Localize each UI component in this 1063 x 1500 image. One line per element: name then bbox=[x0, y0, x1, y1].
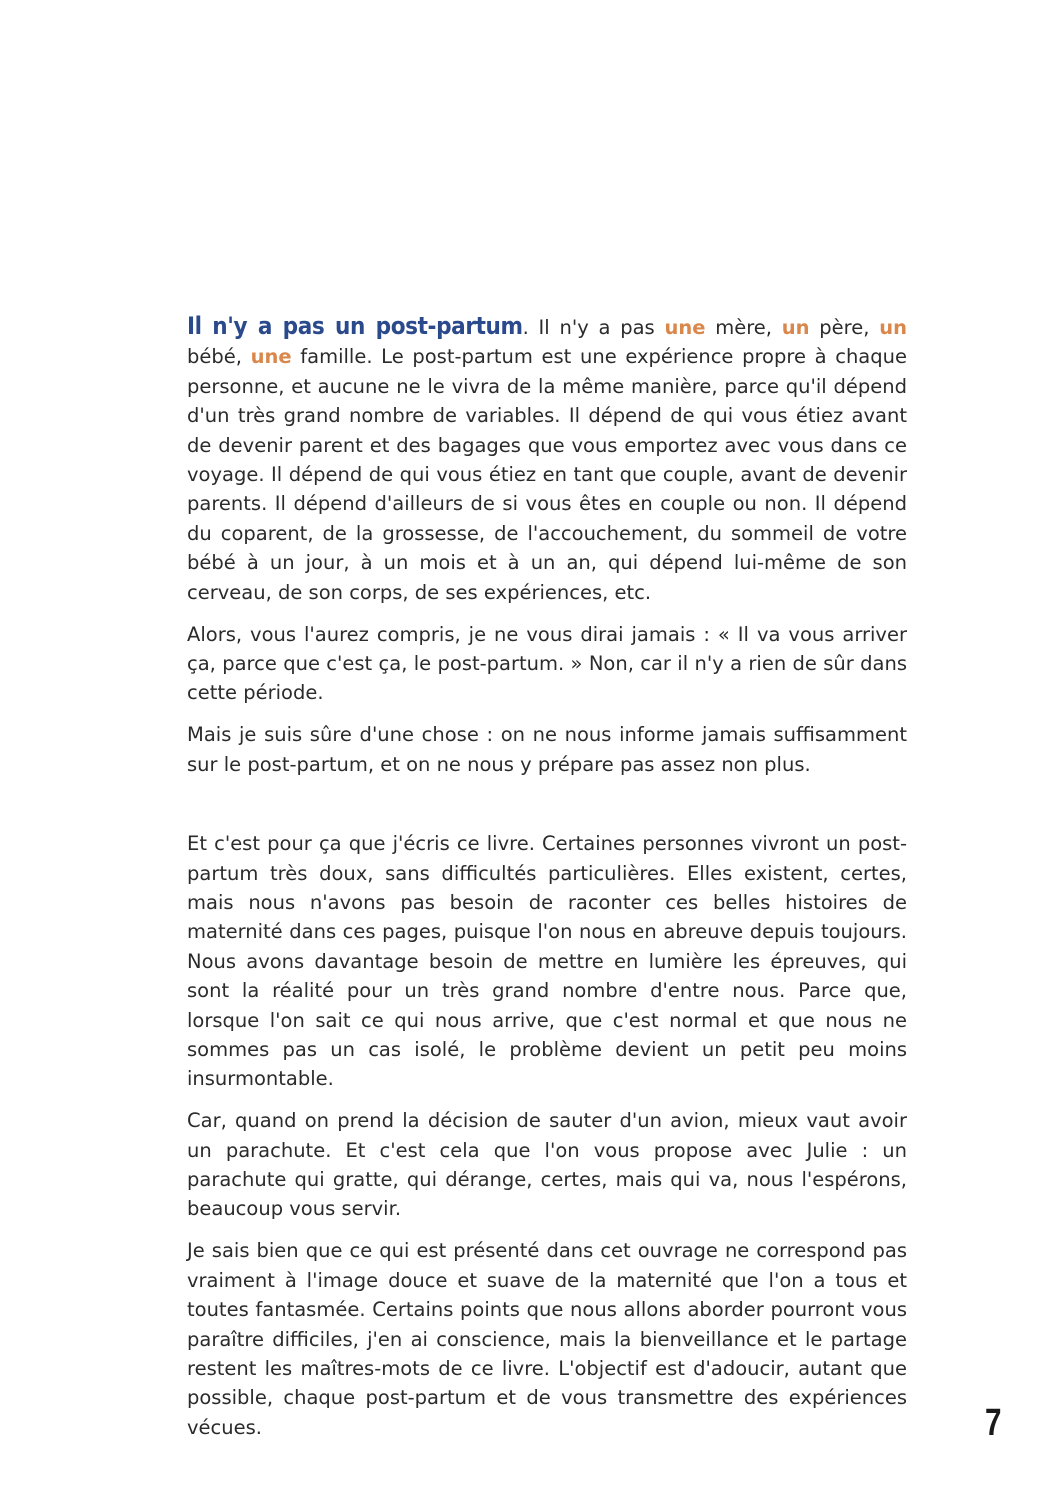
highlight-word: un bbox=[781, 316, 810, 339]
lead-heading: Il n'y a pas un post-partum bbox=[187, 312, 523, 340]
paragraph: Mais je suis sûre d'une chose : on ne nous informe jamais suffisamment sur le post-partum, et on ne nous y prépare pas assez non plus. bbox=[187, 723, 907, 776]
intro-paragraph bbox=[187, 312, 907, 607]
intro-text: famille. Le post-partum est une expérience propre à chaque personne, et aucune ne le vivra de la même manière, parce qu'il dépend d'un très grand nombre de variables. Il dépend de qui vous étiez avant de devenir parent et des bagages que vous emportez avec vous dans ce voyage. Il dépend de qui vous étiez en tant que couple, avant de devenir parents. Il dépend d'ailleurs de si vous êtes en couple ou non. Il dépend du coparent, de la grossesse, de l'accouchement, du sommeil de votre bébé à un jour, à un mois et à un an, qui dépend lui-même de son cerveau, de son corps, de ses expériences, etc. bbox=[187, 345, 907, 604]
paragraph: Alors, vous l'aurez compris, je ne vous dirai jamais : « Il va vous arriver ça, parce que c'est ça, le post-partum. » Non, car il n'y a rien de sûr dans cette période. bbox=[187, 622, 907, 705]
intro-text: père, bbox=[809, 316, 880, 339]
highlight-word: une bbox=[664, 316, 706, 339]
highlight-word: un bbox=[879, 316, 907, 339]
paragraph: Car, quand on prend la décision de sauter d'un avion, mieux vaut avoir un parachute. Et c'est cela que l'on vous propose avec Julie : un parachute qui gratte, qui dérange, certes, mais qui va, nous l'espérons, beaucoup vous servir. bbox=[187, 1109, 907, 1221]
lead-dot: . bbox=[522, 316, 539, 339]
paragraph: Je sais bien que ce qui est présenté dans cet ouvrage ne correspond pas vraiment à l'image douce et suave de la maternité que l'on a tous et toutes fantasmée. Certains points que nous allons aborder pourront vous paraître difficiles, j'en ai conscience, mais la bienveillance et le partage restent les maîtres-mots de ce livre. L'objectif est d'adoucir, autant que possible, chaque post-partum et de vous transmettre des expériences vécues. bbox=[187, 1239, 907, 1439]
highlight-word: une bbox=[250, 345, 292, 369]
intro-text: Il n'y a pas bbox=[538, 316, 665, 339]
paragraph: Et c'est pour ça que j'écris ce livre. Certaines personnes vivront un post-partum très doux, sans difficultés particulières. Elles existent, certes, mais nous n'avons pas besoin de raconter ces belles histoires de maternité dans ces pages, puisque l'on nous en abreuve depuis toujours. Nous avons davantage besoin de mettre en lumière les épreuves, qui sont la réalité pour un très grand nombre d'entre nous. Parce que, lorsque l'on sait ce qui nous arrive, que c'est normal et que nous ne sommes pas un cas isolé, le problème devient un petit peu moins insurmontable. bbox=[187, 832, 907, 1091]
page-number: 7 bbox=[985, 1402, 1002, 1444]
body-text bbox=[187, 312, 907, 1455]
intro-text: bébé, bbox=[187, 345, 251, 369]
intro-text: mère, bbox=[705, 316, 782, 339]
